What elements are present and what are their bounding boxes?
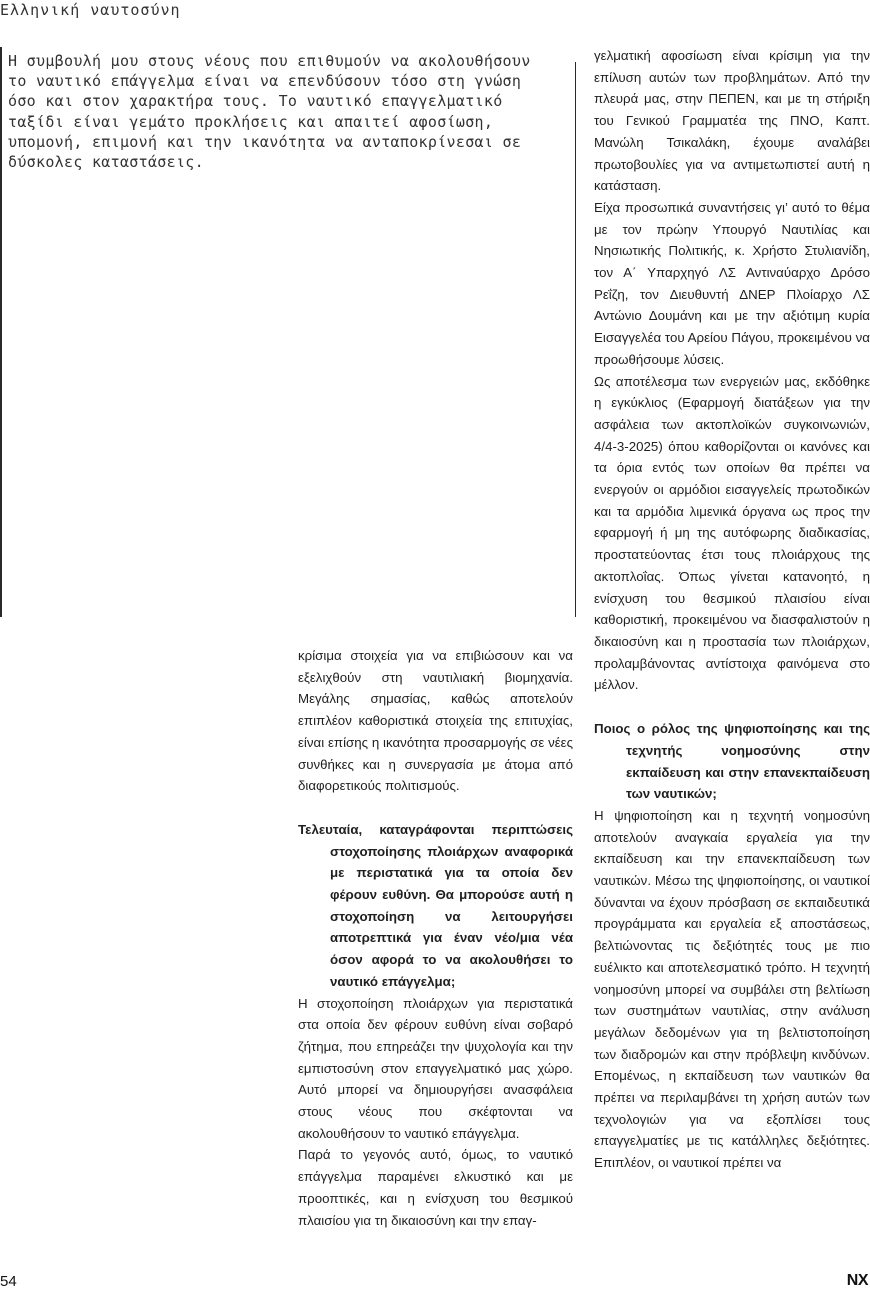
paragraph: Παρά το γεγονός αυτό, όμως, το ναυτικό επάγγελμα παραμένει ελκυστικό και με προοπτικές, και η ενίσχυση του θεσμικού πλαισίου για τη δικαιοσύνη και την επαγ- [298, 1147, 573, 1228]
page-number: 54 [0, 1273, 17, 1290]
paragraph: Η ψηφιοποίηση και η τεχνητή νοημοσύνη αποτελούν αναγκαία εργαλεία για την εκπαίδευση και την επανεκπαίδευση των ναυτικών. Μέσω της ψηφιοποίησης, οι ναυτικοί δύνανται να έχουν πρόσβαση σε εκπαιδευτικά προγράμματα και εργαλεία εξ αποστάσεως, βελτιώνοντας τις δεξιότητές τους με πιο ευέλικτο και αποτελεσματικό τρόπο. Η τεχνητή νοημοσύνη μπορεί να συμβάλει στη βελτίωση των συστημάτων ναυτιλίας, στην ανάλυση μεγάλων δεδομένων για τη βελτιστοποίηση των διαδρομών και στην πρόβλεψη κινδύνων. Επομένως, η εκπαίδευση των ναυτικών θα πρέπει να περιλαμβάνει τη χρήση αυτών των τεχνολογιών για να εξοπλίσει τους επαγγελματίες με τις κατάλληλες δεξιότητες. Επιπλέον, οι ναυτικοί πρέπει να [594, 807, 870, 1171]
paragraph: Είχα προσωπικά συναντήσεις γι’ αυτό το θέμα με τον πρώην Υπουργό Ναυτιλίας και Νησιωτικής Πολιτικής, κ. Χρήστο Στυλιανίδη, τον Α΄ Υπαρχηγό ΛΣ Αντιναύαρχο Δρόσο Ρεΐζη, τον Διευθυντή ΔΝΕΡ Πλοίαρχο ΛΣ Αντώνιο Δουμάνη και με την αξιότιμη κυρία Εισαγγελέα του Αρείου Πάγου, προκειμένου να προωθήσουμε λύσεις. [594, 199, 870, 367]
right-column [594, 45, 870, 1174]
pull-quote [0, 47, 575, 617]
interview-question: Τελευταία, καταγράφονται περιπτώσεις στοχοποίησης πλοιάρχων αναφορικά με περιστατικά για τα οποία δεν φέρουν ευθύνη. Θα μπορούσε αυτή η στοχοποίηση να λειτουργήσει αποτρεπτικά για έναν νέο/μια νέα όσον αφορά το να ακολουθήσει το ναυτικό επάγγελμα; [298, 821, 573, 989]
pull-quote-rule [0, 47, 2, 617]
column-divider [575, 62, 576, 617]
paragraph: Η στοχοποίηση πλοιάρχων για περιστατικά στα οποία δεν φέρουν ευθύνη είναι σοβαρό ζήτημα, που επηρεάζει την ψυχολογία και την εμπιστοσύνη στον επαγγελματικό μας χώρο. Αυτό μπορεί να δημιουργήσει ανασφάλεια στους νέους που σκέφτονται να ακολουθήσουν το ναυτικό επάγγελμα. [298, 995, 573, 1141]
paragraph: κρίσιμα στοιχεία για να επιβιώσουν και να εξελιχθούν στη ναυτιλιακή βιομηχανία. Μεγάλης σημασίας, καθώς αποτελούν επιπλέον καθοριστικά στοιχεία της επιτυχίας, είναι επίσης η ικανότητα προσαρμογής σε νέες συνθήκες και η συνεργασία με άτομα από διαφορετικούς πολιτισμούς. [298, 648, 573, 794]
interview-question: Ποιος ο ρόλος της ψηφιοποίησης και της τεχνητής νοημοσύνης στην εκπαίδευση και στην επανεκπαίδευση των ναυτικών; [594, 721, 870, 802]
section-title: Ελληνική ναυτοσύνη [0, 1, 181, 19]
magazine-logo: NX [846, 1272, 868, 1289]
middle-column [298, 645, 573, 1231]
pull-quote-text: Η συμβουλή μου στους νέους που επιθυμούν να ακολουθήσουν το ναυτικό επάγγελμα είναι να επενδύσουν τόσο στη γνώση όσο και στον χαρακτήρα τους. Το ναυτικό επαγγελματικό ταξίδι είναι γεμάτο προκλήσεις και απαιτεί αφοσίωση, υπομονή, επιμονή και την ικανότητα να ανταποκρίνεσαι σε δύσκολες καταστάσεις. [8, 52, 531, 172]
paragraph: Ως αποτέλεσμα των ενεργειών μας, εκδόθηκε η εγκύκλιος (Εφαρμογή διατάξεων για την ασφάλεια των ακτοπλοϊκών συγκοινωνιών, 4/4-3-2025) όπου καθορίζονται οι κανόνες και τα όρια εντός των οποίων θα πρέπει να ενεργούν οι αρμόδιοι εισαγγελείς πρωτοδικών και τα αρμόδια λιμενικά όργανα ως προς την εφαρμογή ή μη της αυτόφωρης διαδικασίας, προστατεύοντας έτσι τους πλοιάρχους της ακτοπλοΐας. Όπως γίνεται κατανοητό, η ενίσχυση του θεσμικού πλαισίου είναι καθοριστική, προκειμένου να διασφαλιστούν η δικαιοσύνη και η προστασία των πλοιάρχων, προλαμβάνοντας αντίστοιχα φαινόμενα στο μέλλον. [594, 373, 870, 693]
paragraph: γελματική αφοσίωση είναι κρίσιμη για την επίλυση αυτών των προβλημάτων. Από την πλευρά μας, στην ΠΕΠΕΝ, και με τη στήριξη του Γενικού Γραμματέα της ΠΝΟ, Καπτ. Μανώλη Τσικαλάκη, έχουμε αναλάβει πρωτοβουλίες για να αντιμετωπιστεί αυτή η κατάσταση. [594, 48, 870, 194]
